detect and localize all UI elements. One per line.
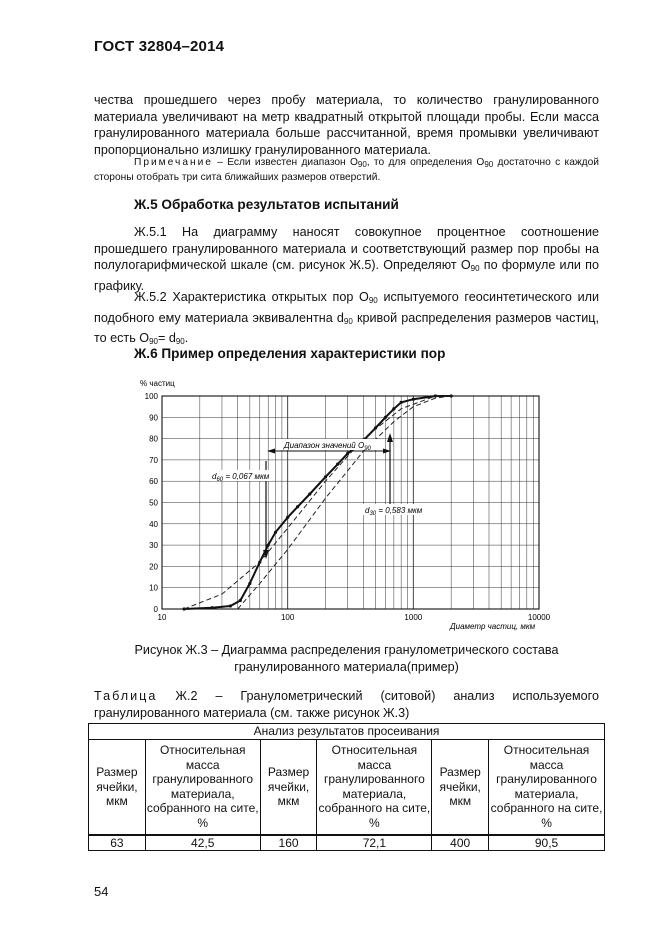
data-point — [336, 463, 339, 466]
table-group-header: Анализ результатов просеивания — [89, 724, 605, 740]
page-number: 54 — [94, 884, 109, 899]
y-tick-label: 100 — [144, 392, 158, 401]
cell-size-3: 400 — [432, 835, 489, 851]
y-tick-label: 80 — [149, 434, 158, 444]
table-row — [89, 835, 605, 851]
header-size-1: Размер ячейки, мкм — [89, 740, 146, 835]
y-tick-label: 30 — [149, 541, 158, 551]
x-tick-label: 1000 — [404, 613, 423, 622]
header-size-2: Размер ячейки, мкм — [260, 740, 317, 835]
x-axis-label: Диаметр частиц, мкм — [450, 622, 536, 631]
d-left-label: $d_{60} = 0,067$ мкм — [212, 472, 270, 483]
x-tick-labels — [158, 613, 551, 622]
y-tick-label: 60 — [149, 477, 158, 487]
data-point — [384, 416, 387, 419]
data-point — [210, 606, 213, 609]
data-point — [239, 599, 242, 602]
cell-size-2: 160 — [260, 835, 317, 851]
data-point — [308, 492, 311, 495]
y-tick-label: 90 — [149, 413, 158, 423]
data-point — [274, 531, 277, 534]
data-point — [346, 452, 349, 455]
table-caption-label: Таблица — [94, 689, 158, 703]
paragraph-5-2: Ж.5.2 Характеристика открытых пор $O_{90}$ испытуемого геосинтетического или подобного ему материала эквивалентна $d_{90}$ кривой распределения размеров частиц, то есть $O_{90}= d_{90}$. — [94, 290, 599, 346]
data-point — [267, 544, 270, 547]
header-mass-1: Относительная масса гранулированного материала, собранного на сите, % — [145, 740, 260, 835]
data-point — [229, 604, 232, 607]
cell-size-1: 63 — [89, 835, 146, 851]
section-title-5: Ж.5 Обработка результатов испытаний — [134, 197, 399, 212]
data-point — [296, 505, 299, 508]
y-tick-label: 20 — [149, 562, 158, 572]
intro-paragraph: чества прошедшего через пробу материала, то количество гранулированного материала увеличивают на метр квадратный открытой площади пробы. Если масса гранулированного материала больше рассчитанной, время промывки увеличивают пропорционально излишку гранулированного материала. — [94, 93, 599, 157]
y-tick-label: 0 — [153, 605, 158, 614]
cell-mass-2: 72,1 — [317, 835, 432, 851]
data-point — [248, 582, 251, 585]
cell-mass-3: 90,5 — [489, 835, 605, 851]
section-title-6: Ж.6 Пример определения характеристики пор — [134, 346, 446, 361]
range-label: Диапазон значений $O_{90}$ — [284, 441, 371, 452]
paragraph-5-1: Ж.5.1 На диаграмму наносят совокупное процентное соотношение прошедшего гранулированного материала и соответствующий размер пор пробы на полулогарифмической шкале (см. рисунок Ж.5). Определяют $O_{90}$ по формуле или по графику. — [94, 225, 599, 293]
figure-caption: Рисунок Ж.3 – Диаграмма распределения гранулометрического состава гранулированного материала(пример) — [134, 643, 559, 674]
cell-mass-1: 42,5 — [145, 835, 260, 851]
y-axis-label: % частиц — [140, 379, 175, 388]
data-point — [412, 398, 415, 401]
note-label: Примечание — [134, 157, 213, 168]
y-tick-label: 70 — [149, 455, 158, 465]
d30-marker-arrow — [387, 433, 393, 442]
sieve-analysis-table — [88, 723, 605, 851]
y-tick-label: 50 — [149, 498, 158, 508]
header-size-3: Размер ячейки, мкм — [432, 740, 489, 835]
x-tick-label: 100 — [280, 613, 295, 622]
x-tick-label: 10000 — [527, 613, 551, 622]
standard-header: ГОСТ 32804–2014 — [94, 38, 225, 55]
header-mass-2: Относительная масса гранулированного материала, собранного на сите, % — [317, 740, 432, 835]
chart-grid — [162, 396, 539, 609]
data-point — [286, 516, 289, 519]
data-point — [400, 401, 403, 404]
x-tick-label: 10 — [157, 613, 167, 622]
data-point — [324, 475, 327, 478]
y-tick-label: 40 — [149, 519, 158, 529]
table-caption: Таблица Ж.2 – Гранулометрический (ситовой) анализ используемого гранулированного материала (см. также рисунок Ж.3) — [94, 689, 599, 720]
d-right-label: $d_{30} = 0,583$ мкм — [365, 506, 423, 517]
grain-size-chart — [138, 373, 558, 635]
y-tick-labels — [145, 392, 159, 614]
note: Примечание – Если известен диапазон $O_{90}$, то для определения $O_{90}$ достаточно с каждой стороны отобрать три сита ближайших размеров отверстий. — [94, 157, 599, 183]
y-tick-label: 10 — [149, 583, 158, 593]
data-point — [392, 407, 395, 410]
header-mass-3: Относительная масса гранулированного материала, собранного на сите, % — [489, 740, 605, 835]
